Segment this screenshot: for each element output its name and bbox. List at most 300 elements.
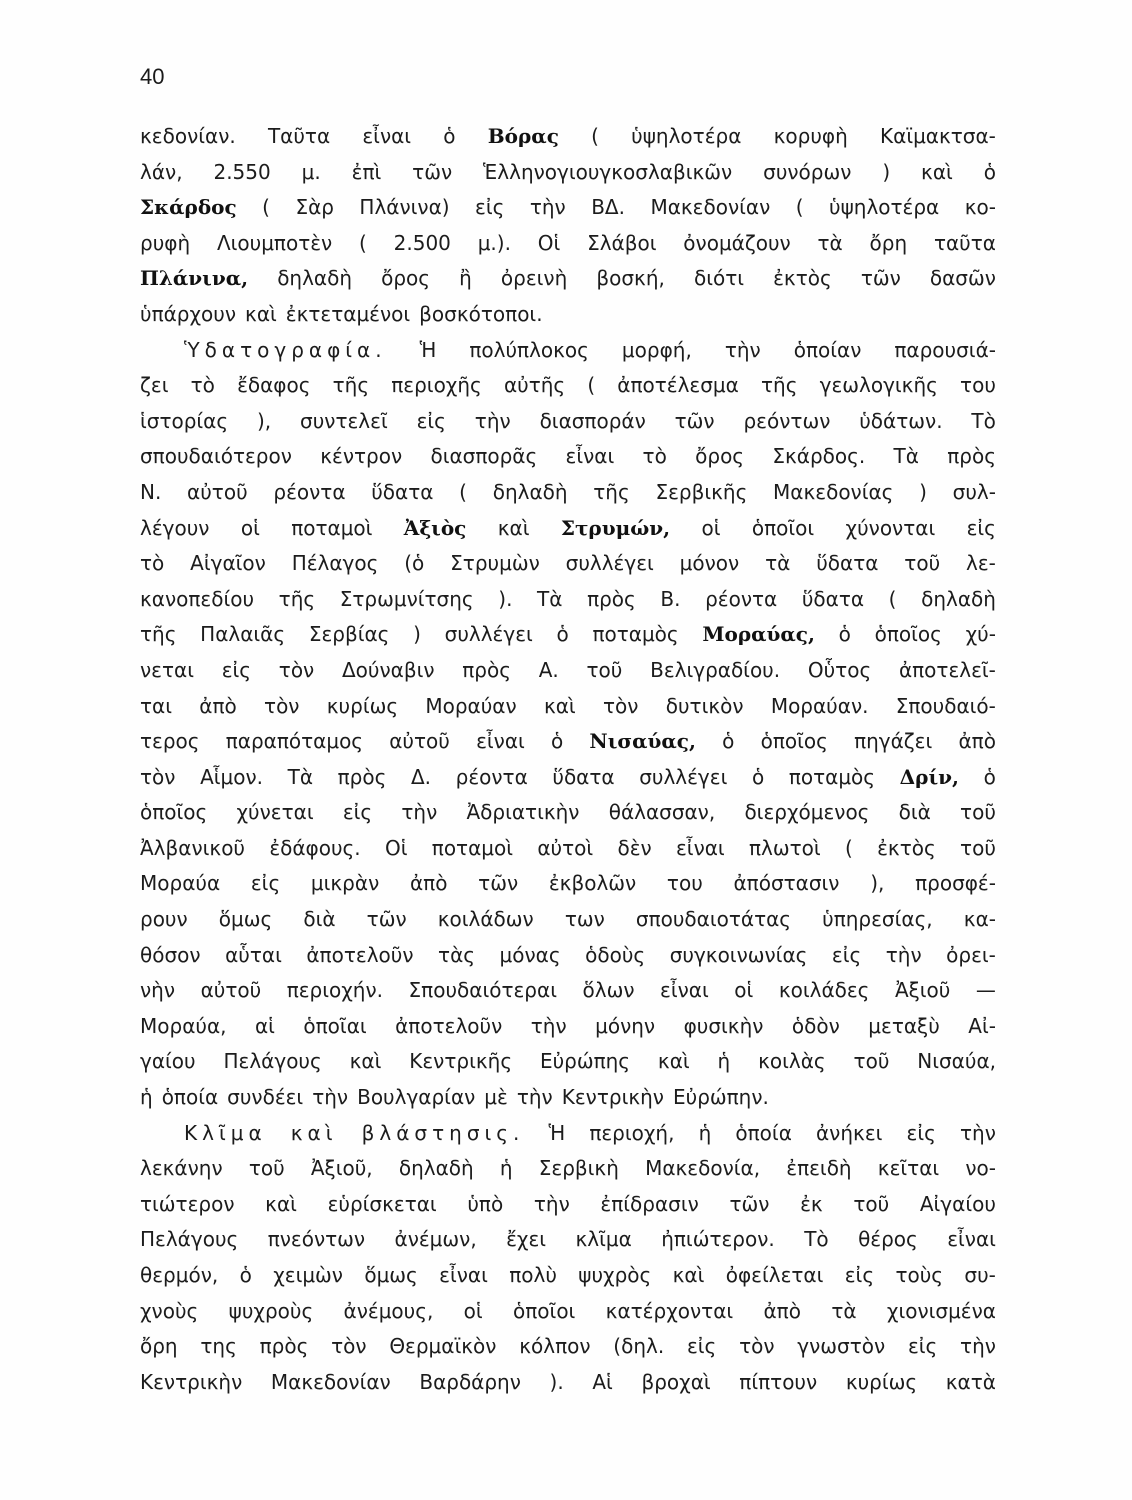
- word: πολὺ: [509, 1263, 557, 1287]
- word: ὑπηρεσίας,: [822, 907, 933, 932]
- word: Εὐρώπην.: [672, 1085, 769, 1110]
- word: τοῦ: [853, 1191, 890, 1216]
- word: ἀπὸ: [763, 1298, 801, 1323]
- word: των: [564, 907, 605, 932]
- word: νεται: [140, 657, 194, 682]
- word: ἐκ: [800, 1191, 823, 1216]
- bold-term: Στρυμών,: [560, 515, 671, 540]
- word: Πελάγους: [223, 1049, 322, 1074]
- text-line: [140, 907, 996, 943]
- body-text: [140, 124, 996, 1405]
- word: Μακεδονίαν: [270, 1369, 391, 1394]
- word: ἡ: [140, 1085, 153, 1110]
- text-line: [140, 694, 996, 730]
- word: κεδονίαν.: [140, 124, 236, 148]
- word: κοιλὰς: [758, 1049, 826, 1074]
- word: ὕδατα: [801, 586, 865, 611]
- word: βοσκή,: [596, 266, 665, 291]
- word: Κεντρικὴν: [140, 1369, 243, 1394]
- word: ὁ: [751, 764, 765, 789]
- text-line: [140, 1263, 996, 1299]
- word: θερμόν,: [140, 1263, 219, 1287]
- word: (δηλ.: [613, 1334, 665, 1359]
- word: (: [795, 195, 804, 220]
- word: εἰς: [831, 942, 862, 967]
- word: ὀνομάζουν: [683, 230, 791, 255]
- word: τὴν: [533, 1191, 570, 1216]
- word: ἐκτεταμένοι: [285, 301, 411, 326]
- word: —: [975, 978, 996, 1003]
- word: πρὸς: [259, 1334, 309, 1359]
- word: Ἡ: [419, 337, 437, 362]
- text-line: [140, 444, 996, 480]
- text-line: [140, 551, 996, 587]
- word: ὑπὸ: [467, 1191, 504, 1216]
- word: καὶ: [265, 1191, 297, 1216]
- word: εἰς: [966, 515, 996, 540]
- word: προσφέ-: [915, 871, 996, 896]
- word: ΒΔ.: [591, 195, 625, 220]
- word: εἶναι: [947, 1227, 996, 1252]
- word: ποταμὸς: [592, 622, 679, 647]
- word: Ἀδριατικὴν: [466, 800, 580, 825]
- word: τὴν: [959, 1120, 996, 1145]
- word: τὸν: [278, 657, 315, 682]
- word: ὁ: [556, 622, 569, 647]
- word: ἢ: [459, 266, 472, 291]
- word: Σερβίας: [308, 622, 390, 647]
- word: λε-: [966, 551, 996, 576]
- word: χνοὺς: [140, 1298, 199, 1323]
- word: ὅλων: [582, 978, 635, 1003]
- word: ὅμως: [364, 1263, 418, 1287]
- word: περιοχήν.: [286, 978, 384, 1003]
- word: εἶναι: [476, 729, 525, 754]
- word: κατέρχονται: [605, 1298, 734, 1323]
- word: ὁ: [239, 1263, 252, 1287]
- word: κοιλάδες: [778, 978, 870, 1003]
- word: εἰς: [686, 1334, 717, 1359]
- word: Μακεδονία,: [645, 1156, 761, 1181]
- word: χύνονται: [845, 515, 936, 540]
- word: εἰς: [475, 195, 505, 220]
- word: πρὸς: [947, 444, 996, 469]
- word: ἀποτέλεσμα: [617, 373, 739, 398]
- word: ),: [256, 408, 272, 433]
- word: χιονισμένα: [886, 1298, 996, 1323]
- word: τὰ: [765, 551, 791, 576]
- word: Σερβικῆς: [655, 479, 748, 504]
- word: ὑπάρχουν: [140, 301, 237, 326]
- text-line: [140, 836, 996, 872]
- word: ἐκτὸς: [877, 835, 936, 860]
- word: ὅμως: [218, 907, 273, 932]
- word: (: [844, 835, 853, 860]
- word: γεωλογικῆς: [819, 373, 938, 398]
- word: μεταξὺ: [868, 1013, 940, 1038]
- word: ρέοντα: [273, 479, 346, 504]
- word: τὴν: [312, 1085, 349, 1110]
- word: βοσκότοποι.: [419, 301, 543, 326]
- word: οἱ: [240, 515, 260, 540]
- word: Μακεδονίας: [773, 479, 894, 504]
- text-line: [140, 1227, 996, 1263]
- word: δὲν: [617, 835, 652, 860]
- word: νὴν: [140, 978, 176, 1003]
- word: εἰς: [342, 800, 373, 825]
- word: εἰς: [844, 1263, 875, 1287]
- word: ἐδάφους.: [269, 835, 361, 860]
- word: τὴν: [885, 942, 922, 967]
- word: ρυφὴ: [140, 230, 191, 255]
- word: εἰς: [906, 1120, 936, 1145]
- text-line: [140, 302, 996, 338]
- word: τὸν: [331, 1334, 367, 1359]
- word: τοῦ: [586, 657, 623, 682]
- word: εἰς: [416, 408, 446, 433]
- word: Αἷμον.: [200, 764, 264, 789]
- word: κο-: [964, 195, 996, 220]
- word: κα-: [963, 907, 996, 932]
- word: συνόρων: [763, 159, 852, 184]
- word: τὴν: [960, 1334, 996, 1359]
- bold-term: Πλάνινα,: [140, 266, 249, 291]
- word: ἀπὸ: [199, 693, 237, 718]
- word: λάν,: [140, 159, 183, 184]
- word: πρὸς: [462, 657, 511, 682]
- word: πρὸς: [337, 764, 387, 789]
- word: τῶν: [366, 907, 407, 932]
- word: ὄρος: [695, 444, 745, 469]
- word: μόνην: [595, 1013, 656, 1038]
- word: Αἰ-: [968, 1013, 996, 1038]
- word: εἶναι: [675, 835, 725, 860]
- word: (: [459, 479, 467, 504]
- word: (: [359, 230, 367, 255]
- word: ἡ: [717, 1049, 731, 1074]
- word: Μοραύαν: [425, 693, 517, 718]
- word: ὑψηλοτέρα: [829, 195, 940, 220]
- word: ρουν: [140, 907, 188, 932]
- word: συνδέει: [227, 1085, 304, 1110]
- word: ταῦτα: [933, 230, 996, 255]
- word: περιοχῆς: [391, 373, 482, 398]
- word: Μοραύαν.: [770, 693, 869, 718]
- word: ὀρεινὴ: [500, 266, 568, 291]
- word: τοὺς: [895, 1263, 944, 1287]
- word: συγκοινωνίας: [669, 942, 808, 967]
- word: τῆς: [593, 479, 630, 504]
- word: τὴν: [530, 1013, 567, 1038]
- word: ται: [140, 693, 172, 718]
- word: καὶ: [497, 515, 530, 540]
- word: θάλασσαν,: [608, 800, 716, 825]
- word: τὸν: [264, 693, 300, 718]
- page-number: 40: [140, 64, 165, 89]
- word: Βαρδάρην: [419, 1369, 521, 1394]
- text-line: [140, 1370, 996, 1406]
- bold-term: Σκάρδος: [140, 195, 237, 220]
- word: ὀφείλεται: [725, 1263, 824, 1287]
- word: γνωστὸν: [797, 1334, 886, 1359]
- word: Τὸ: [804, 1227, 829, 1252]
- word: τῆς: [140, 622, 177, 647]
- word: αὐτοῦ: [200, 978, 262, 1003]
- text-line: [140, 871, 996, 907]
- word: ὁποῖος: [760, 729, 828, 754]
- word: Μακεδονίαν: [650, 195, 771, 220]
- word: ἀπὸ: [958, 729, 996, 754]
- word: της: [200, 1334, 237, 1359]
- word: Βελιγραδίου.: [650, 657, 781, 682]
- text-line: [140, 338, 996, 374]
- word: τῶν: [674, 408, 715, 433]
- word: ἱστορίας: [140, 408, 229, 433]
- word: μ.).: [477, 230, 511, 255]
- word: μόνας: [499, 942, 561, 967]
- word: ποταμὸς: [788, 764, 876, 789]
- section-heading-word: Ὑδατογραφία.: [184, 337, 387, 362]
- word: ὕδατα: [552, 764, 615, 789]
- word: λέγουν: [140, 515, 210, 540]
- word: ἔδαφος: [237, 373, 311, 398]
- word: οἱ: [463, 1298, 483, 1323]
- word: συλλέγει: [565, 551, 654, 576]
- word: ὁ: [838, 622, 851, 647]
- word: Λιουμποτὲν: [216, 230, 333, 255]
- word: Δούναβιν: [341, 657, 435, 682]
- word: εὑρίσκεται: [327, 1191, 437, 1216]
- word: Πλάνινα): [359, 195, 450, 220]
- word: τῶν: [478, 871, 519, 896]
- word: δηλαδὴ: [921, 586, 996, 611]
- word: Τὸ: [971, 408, 996, 433]
- word: αἱ: [254, 1013, 275, 1038]
- word: ),: [870, 871, 885, 896]
- word: οἱ: [701, 515, 721, 540]
- word: Δ.: [410, 764, 432, 789]
- word: Αἰγαῖον: [190, 551, 266, 576]
- word: τὴν: [401, 800, 438, 825]
- word: ἀνήκει: [816, 1120, 883, 1145]
- section-heading-word: Κλῖμα: [184, 1120, 267, 1145]
- word: Οἱ: [384, 835, 408, 860]
- text-line: [140, 1121, 996, 1157]
- word: τοῦ: [248, 1156, 285, 1181]
- word: διὰ: [303, 907, 336, 932]
- word: διότι: [693, 266, 745, 291]
- word: Τὰ: [893, 444, 919, 469]
- word: αὐτῆς: [503, 373, 566, 398]
- word: κυρίως: [845, 1369, 918, 1394]
- text-line: [140, 1299, 996, 1335]
- word: κέντρον: [320, 444, 403, 469]
- word: μόνον: [679, 551, 740, 576]
- text-line: [140, 1156, 996, 1192]
- word: ποταμοὶ: [291, 515, 373, 540]
- word: ψυχρὸς: [578, 1263, 652, 1287]
- word: περιοχή,: [589, 1120, 675, 1145]
- word: τῶν: [729, 1191, 770, 1216]
- word: Σπουδαιότεραι: [408, 978, 557, 1003]
- word: εἰς: [250, 871, 281, 896]
- word: Καϊμακτσα-: [880, 124, 996, 148]
- bold-term: Δρίν,: [899, 764, 959, 789]
- word: Ἀξιοῦ: [894, 978, 951, 1003]
- word: καὶ: [349, 1049, 382, 1074]
- word: Ἀξιοῦ,: [310, 1156, 373, 1181]
- word: τῆς: [332, 373, 370, 398]
- word: ὁποῖος: [874, 622, 942, 647]
- word: ὁποία: [735, 1120, 792, 1145]
- word: τοῦ: [904, 551, 941, 576]
- word: δηλαδὴ: [277, 266, 353, 291]
- word: χειμὼν: [273, 1263, 343, 1287]
- word: (: [262, 195, 270, 220]
- word: κατὰ: [945, 1369, 996, 1394]
- text-line: [140, 658, 996, 694]
- word: δηλαδὴ: [492, 479, 568, 504]
- text-line: [140, 978, 996, 1014]
- word: Αἱ: [592, 1369, 613, 1394]
- word: ἀποτελοῦν: [395, 1013, 503, 1038]
- text-line: [140, 800, 996, 836]
- word: ρεόντων: [743, 408, 831, 433]
- word: συντελεῖ: [300, 408, 388, 433]
- word: εἶναι: [362, 124, 412, 148]
- word: του: [960, 373, 996, 398]
- word: πρὸς: [587, 586, 636, 611]
- word: πλωτοὶ: [749, 835, 821, 860]
- word: (: [591, 124, 599, 148]
- word: Στρωμνίτσης: [339, 586, 474, 611]
- word: ).: [549, 1369, 564, 1394]
- word: (: [888, 586, 897, 611]
- word: μὲ: [484, 1085, 508, 1110]
- word: οἱ: [734, 978, 754, 1003]
- text-line: [140, 160, 996, 196]
- word: δυτικὸν: [665, 693, 744, 718]
- word: τὴν: [516, 1085, 553, 1110]
- word: Οἱ: [537, 230, 561, 255]
- word: ὄρος: [381, 266, 431, 291]
- word: Ἑλληνογιουγκοσλαβικῶν: [483, 159, 733, 184]
- word: ἀπόστασιν: [733, 871, 840, 896]
- word: τὴν: [724, 337, 761, 362]
- text-line: [140, 480, 996, 516]
- word: διασπορᾶς: [430, 444, 538, 469]
- word: θόσον: [140, 942, 201, 967]
- word: ὁποῖοι: [513, 1298, 576, 1323]
- word: καὶ: [672, 1263, 705, 1287]
- word: παρουσιά-: [894, 337, 996, 362]
- word: πίπτουν: [739, 1369, 818, 1394]
- word: Πελάγους: [140, 1227, 239, 1252]
- word: τῆς: [760, 373, 798, 398]
- word: 2.500: [393, 230, 451, 255]
- word: Αἰγαίου: [919, 1191, 996, 1216]
- word: ἐπειδὴ: [786, 1156, 852, 1181]
- word: τὰς: [438, 942, 476, 967]
- word: φυσικὴν: [683, 1013, 764, 1038]
- text-line: [140, 1334, 996, 1370]
- word: καὶ: [245, 301, 277, 326]
- word: Νισαύα,: [917, 1049, 996, 1074]
- word: Θερμαϊκὸν: [389, 1334, 497, 1359]
- word: πολύπλοκος: [469, 337, 589, 362]
- word: τερος: [140, 729, 200, 754]
- word: ὁ: [550, 729, 564, 754]
- word: αὐτοῦ: [187, 479, 248, 504]
- word: τὸν: [602, 693, 639, 718]
- word: δασῶν: [929, 266, 996, 291]
- word: συλλέγει: [639, 764, 728, 789]
- word: ἐκβολῶν: [548, 871, 637, 896]
- word: ὁποῖοι: [751, 515, 815, 540]
- word: αὐτοῦ: [389, 729, 450, 754]
- word: καὶ: [657, 1049, 690, 1074]
- word: τὴν: [474, 408, 511, 433]
- word: κοιλάδων: [437, 907, 534, 932]
- word: σπουδαιότερον: [140, 444, 292, 469]
- text-line: [140, 516, 996, 552]
- word: Ταῦτα: [267, 124, 331, 148]
- word: ἡ: [698, 1120, 712, 1145]
- word: εἶναι: [565, 444, 615, 469]
- word: Στρυμὼν: [450, 551, 540, 576]
- word: χύ-: [965, 622, 996, 647]
- text-line: [140, 622, 996, 658]
- word: διασποράν: [539, 408, 646, 433]
- word: ὄρη: [869, 230, 908, 255]
- word: Μοραύα: [140, 871, 221, 896]
- word: ): [413, 622, 421, 647]
- word: κόλπον: [519, 1334, 591, 1359]
- bold-term: Βόρας: [487, 124, 559, 148]
- text-line: [140, 1014, 996, 1050]
- word: Σερβικὴ: [538, 1156, 619, 1181]
- word: κυρίως: [326, 693, 399, 718]
- bold-term: Νισαύας,: [589, 729, 696, 754]
- word: ρέοντα: [705, 586, 778, 611]
- word: ὁποία: [161, 1085, 219, 1110]
- section-heading-word: βλάστησις.: [361, 1120, 525, 1145]
- word: τῶν: [860, 266, 901, 291]
- word: παραπόταμος: [225, 729, 364, 754]
- word: ὁ: [443, 124, 456, 148]
- word: Βουλγαρίαν: [357, 1085, 476, 1110]
- word: τὸ: [190, 373, 215, 398]
- text-line: [140, 124, 996, 160]
- word: Εὐρώπης: [539, 1049, 631, 1074]
- word: ποταμοὶ: [431, 835, 514, 860]
- word: Ν.: [140, 479, 162, 504]
- word: μικρὰν: [310, 871, 380, 896]
- word: ὄρη: [140, 1334, 178, 1359]
- text-line: [140, 729, 996, 765]
- word: ὁποίαν: [793, 337, 862, 362]
- text-line: [140, 266, 996, 302]
- word: κεῖται: [877, 1156, 940, 1181]
- word: ἡ: [499, 1156, 513, 1181]
- word: τὸν: [739, 1334, 775, 1359]
- word: ρέοντα: [455, 764, 528, 789]
- word: Σπουδαιό-: [895, 693, 996, 718]
- word: συλλέγει: [444, 622, 533, 647]
- word: 2.550: [213, 159, 271, 184]
- word: νο-: [965, 1156, 996, 1181]
- word: ἔχει: [506, 1227, 547, 1252]
